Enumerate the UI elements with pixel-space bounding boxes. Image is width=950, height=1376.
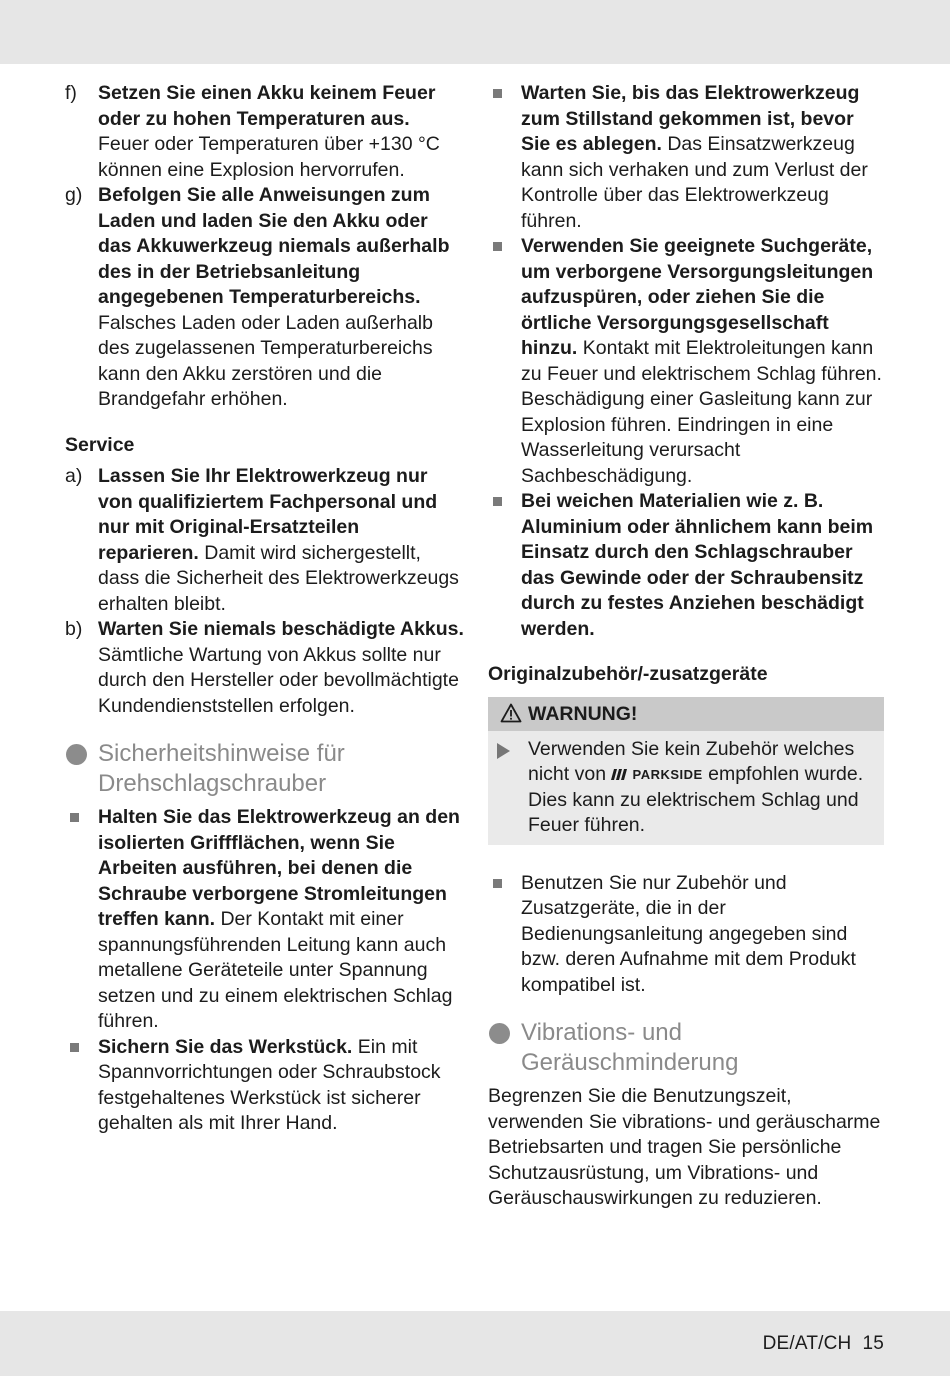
square-bullet-icon [70, 1043, 79, 1052]
item-text: Der Kontakt mit einer spannungsführenden Leitung kann auch metallene Geräteteile unter Spannung setzen und zu einem elektrischen Schlag führen. [98, 908, 453, 1032]
item-bold-text: Sichern Sie das Werkstück. [98, 1035, 353, 1058]
item-marker: b) [65, 618, 83, 640]
bullet-circle-icon [66, 744, 87, 765]
service-heading: Service [65, 433, 135, 456]
country-codes: DE/AT/CH [762, 1333, 852, 1354]
item-bold-text: Warten Sie, bis das Elektrowerkzeug zum Stillstand gekommen ist, bevor Sie es ablegen. [521, 82, 860, 155]
brand-name: PARKSIDE [632, 767, 703, 782]
item-text: Benutzen Sie nur Zubehör und Zusatzgeräte, die in der Bedienungsanleitung angegeben sind bzw. deren Aufnahme mit dem Produkt kompatibel ist. [521, 871, 856, 996]
list-item-a [65, 464, 465, 617]
square-bullet-icon [493, 879, 502, 888]
item-bold-text: Lassen Sie Ihr Elektrowerkzeug nur von qualifiziertem Fachpersonal und nur mit Original-Ersatzteilen reparieren. [98, 465, 438, 564]
item-bold-text: Halten Sie das Elektrowerkzeug an den isolierten Griffflächen, wenn Sie Arbeiten ausführen, bei denen die Schraube verborgene Stromleitungen treffen kann. [98, 806, 460, 930]
warning-text-after: empfohlen wurde. Dies kann zu elektrischem Schlag und Feuer führen. [528, 763, 864, 836]
arrow-right-icon [497, 743, 510, 759]
item-marker: a) [65, 465, 83, 487]
item-text: Kontakt mit Elektroleitungen kann zu Feuer und elektrischem Schlag führen. Beschädigung einer Gasleitung kann zur Explosion führen. Eindringen in eine Wasserleitung verursacht Sachbeschädigung. [521, 337, 882, 487]
square-bullet-icon [493, 242, 502, 251]
item-bold-text: Setzen Sie einen Akku keinem Feuer oder zu hohen Temperaturen aus. [98, 82, 436, 130]
item-marker: f) [65, 82, 77, 104]
item-text: Falsches Laden oder Laden außerhalb des zugelassenen Temperaturbereichs kann den Akku zerstören und die Brandgefahr erhöhen. [98, 311, 433, 410]
item-bold-text: Verwenden Sie geeignete Suchgeräte, um verborgene Versorgungsleitungen aufzuspüren, oder ziehen Sie die örtliche Versorgungsgesellschaft hinzu. [521, 235, 874, 359]
section-title: Vibrations- und Geräuschminderung [521, 1019, 739, 1076]
item-text: Damit wird sichergestellt, dass die Sicherheit des Elektrowerkzeugs erhalten bleibt. [98, 541, 459, 615]
warning-label: WARNUNG! [528, 702, 638, 725]
warning-text-before: Verwenden Sie kein Zubehör welches nicht von [528, 737, 855, 785]
list-item-b [65, 617, 465, 719]
square-bullet-icon [70, 813, 79, 822]
section-title: Sicherheitshinweise für Drehschlagschrauber [98, 740, 345, 797]
item-bold-text: Befolgen Sie alle Anweisungen zum Laden und laden Sie den Akku oder das Akkuwerkzeug niemals außerhalb des in der Betriebsanleitung angegebenen Temperaturbereichs. [98, 184, 450, 308]
bullet-item [488, 489, 888, 642]
list-item-f [65, 81, 465, 183]
item-text: Sämtliche Wartung von Akkus sollte nur durch den Hersteller oder bevollmächtigte Kundendienststellen erfolgen. [98, 643, 459, 717]
bullet-item [65, 805, 465, 1035]
section-heading-vibration [488, 1018, 888, 1078]
warning-box [488, 697, 884, 845]
vibration-paragraph: Begrenzen Sie die Benutzungszeit, verwenden Sie vibrations- und geräuscharme Betriebsarten und tragen Sie persönliche Schutzausrüstung, um Vibrations- und Geräuschauswirkungen zu reduzieren. [488, 1085, 881, 1209]
bullet-circle-icon [489, 1023, 510, 1044]
item-bold-text: Warten Sie niemals beschädigte Akkus. [98, 618, 464, 640]
item-marker: g) [65, 184, 83, 206]
bullet-item [488, 234, 888, 489]
item-text: Das Einsatzwerkzeug kann sich verhaken und zum Verlust der Kontrolle über das Elektrowerkzeug führen. [521, 133, 868, 232]
square-bullet-icon [493, 89, 502, 98]
item-text: Feuer oder Temperaturen über +130 °C können eine Explosion hervorrufen. [98, 133, 440, 181]
square-bullet-icon [493, 497, 502, 506]
warning-header [488, 697, 884, 731]
warning-body [488, 731, 884, 845]
accessories-heading: Originalzubehör/-zusatzgeräte [488, 663, 768, 685]
warning-triangle-icon [500, 703, 522, 723]
right-column [488, 81, 888, 1212]
list-item-g [65, 183, 465, 413]
item-bold-text: Bei weichen Materialien wie z. B. Aluminium oder ähnlichem kann beim Einsatz durch den Schlagschrauber das Gewinde oder der Schraubensitz durch zu festes Anziehen beschädigt werden. [521, 490, 874, 640]
page-number: 15 [862, 1333, 884, 1354]
header-band [0, 0, 950, 64]
item-text: Ein mit Spannvorrichtungen oder Schraubstock festgehaltenes Werkstück ist sicherer gehalten als mit Ihrer Hand. [98, 1035, 441, 1134]
page-footer [763, 1331, 884, 1357]
bullet-item [65, 1035, 465, 1137]
parkside-logo [611, 762, 702, 788]
section-heading-impact-driver [65, 739, 465, 799]
parkside-stripes-icon [611, 769, 629, 780]
left-column [65, 81, 465, 1137]
bullet-item [488, 871, 888, 999]
bullet-item [488, 81, 888, 234]
